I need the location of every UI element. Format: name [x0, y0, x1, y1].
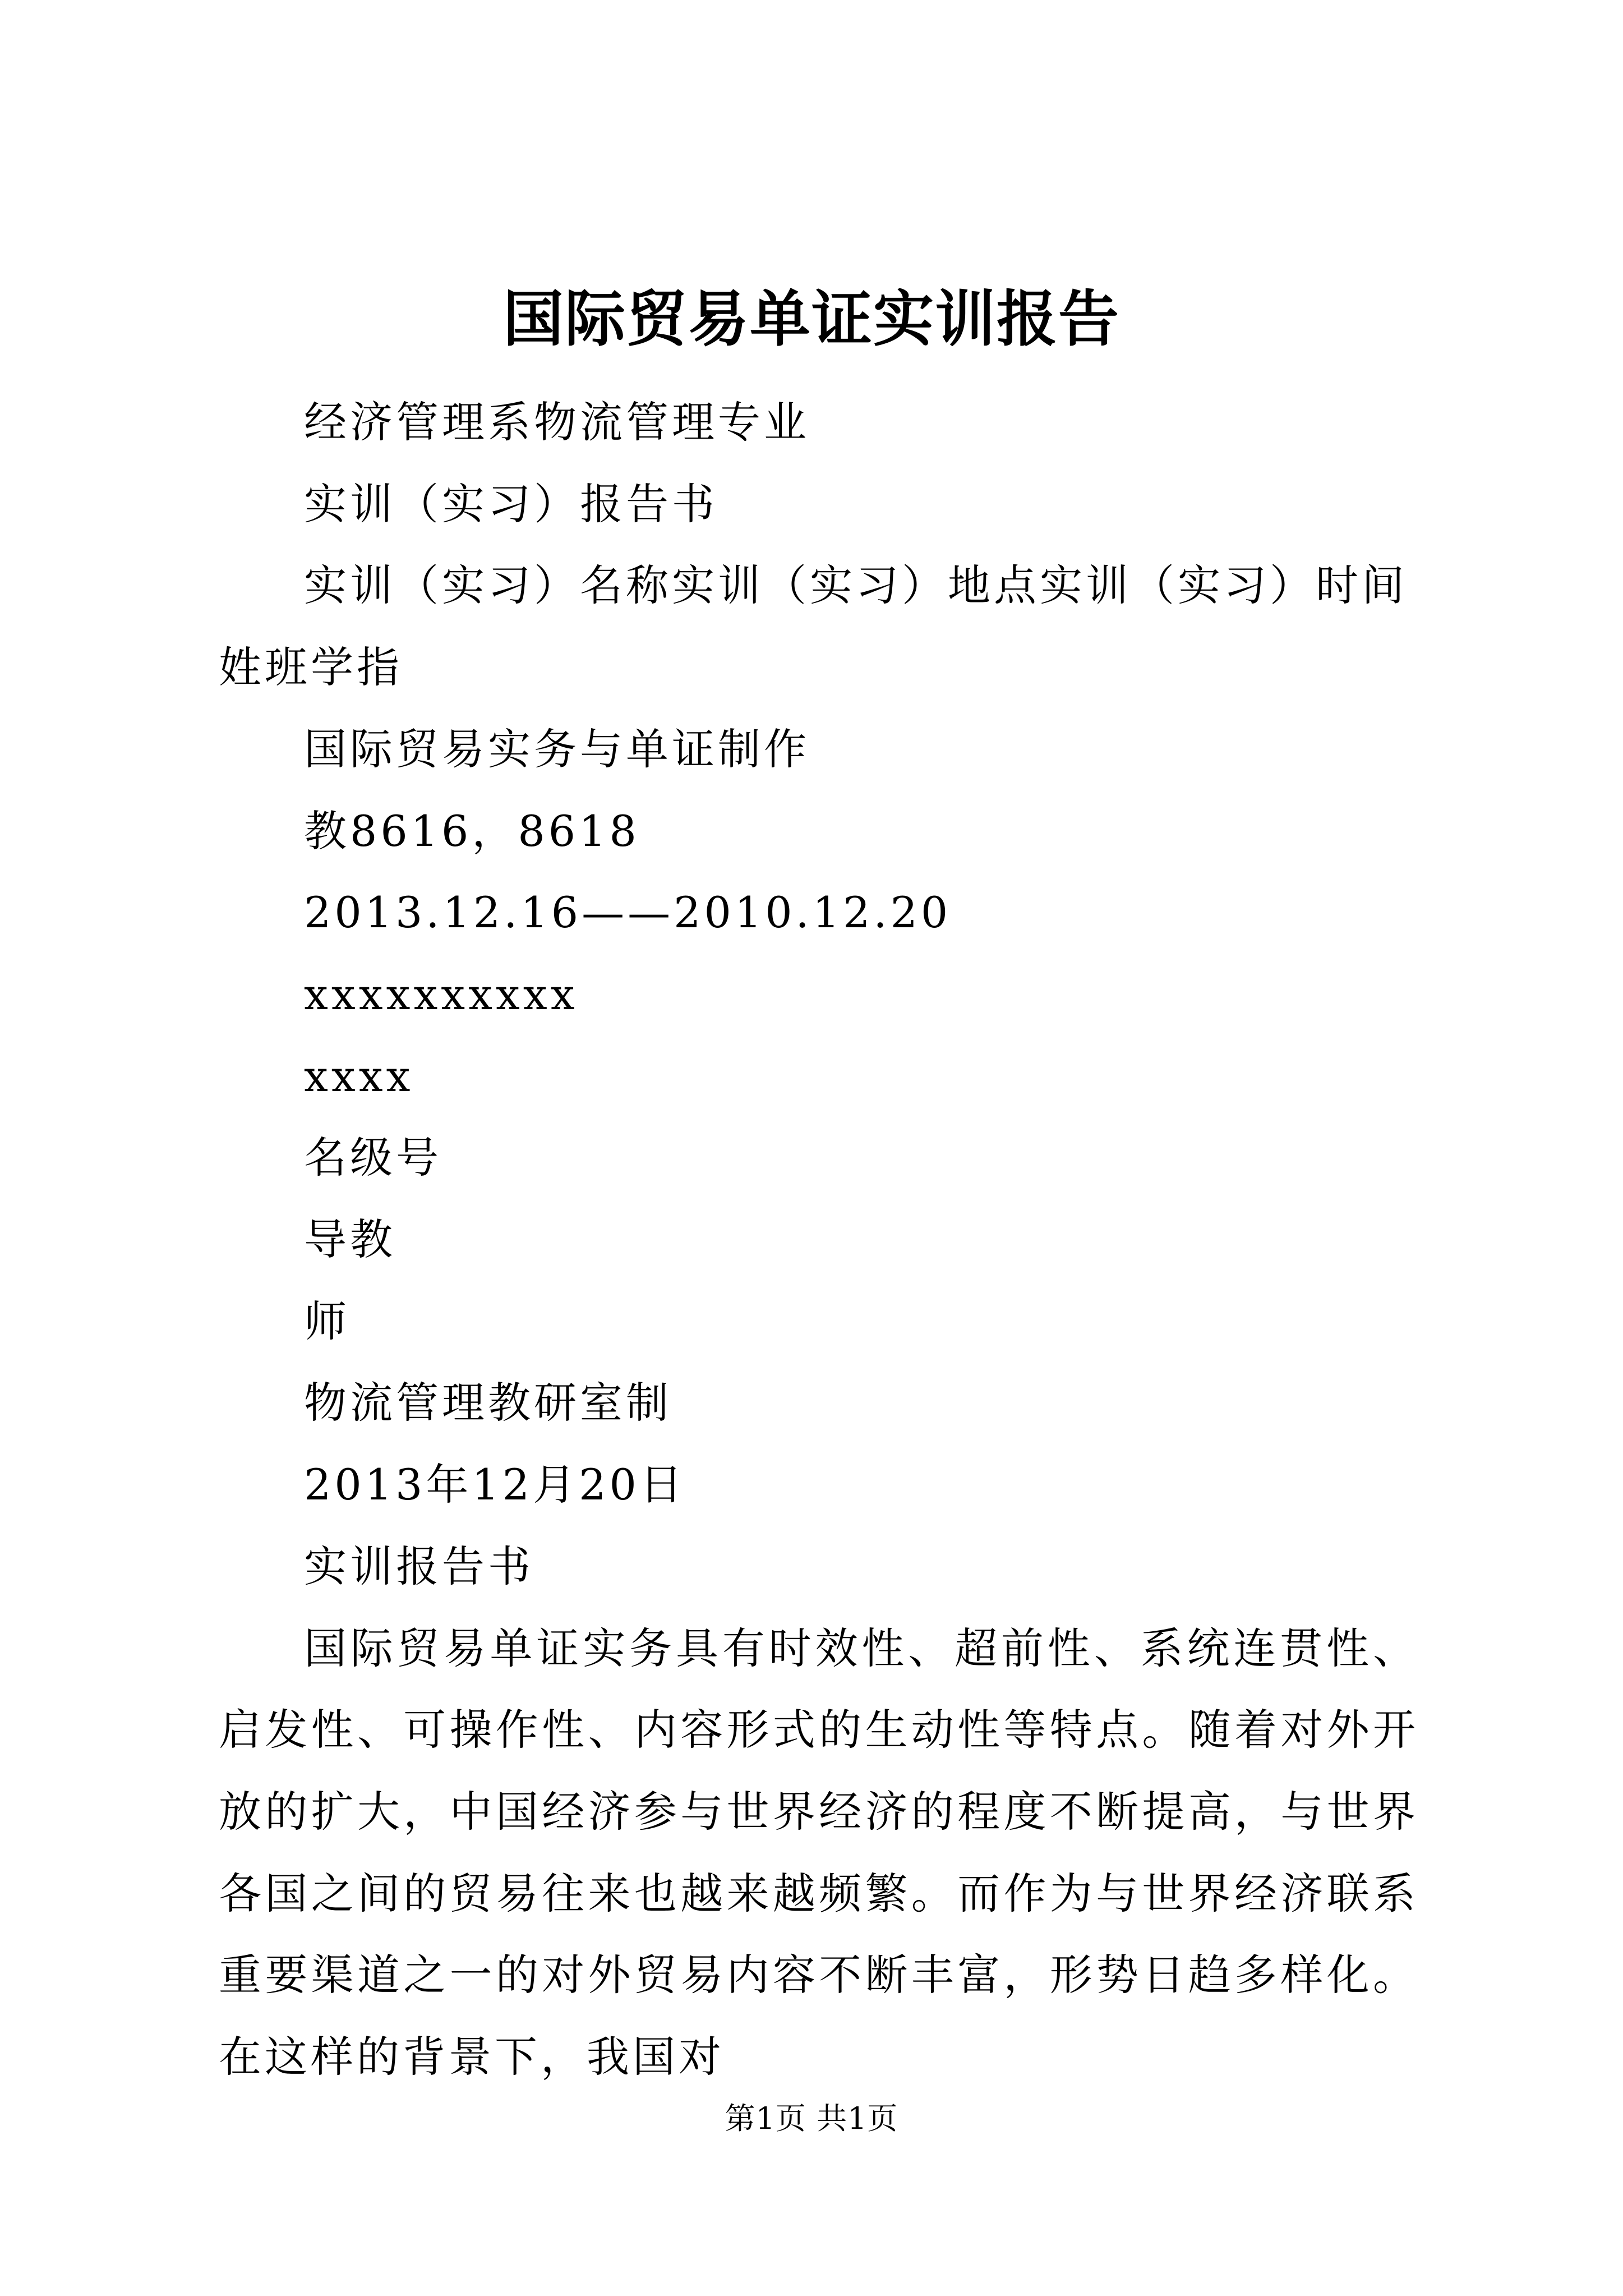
document-title: 国际贸易单证实训报告	[502, 284, 1120, 355]
text-line: 物流管理教研室制	[304, 1378, 672, 1428]
text-line: 实训（实习）名称实训（实习）地点实训（实习）时间姓班学指	[219, 560, 1408, 693]
text-line: xxxx	[304, 1051, 414, 1101]
text-line: 名级号	[304, 1133, 442, 1183]
text-line: 教8616，8618	[304, 806, 640, 856]
text-line: xxxxxxxxxx	[304, 969, 578, 1019]
text-line: 导教	[304, 1214, 396, 1265]
text-line: 2013年12月20日	[304, 1460, 686, 1510]
text-line: 实训（实习）报告书	[304, 478, 718, 529]
text-line: 2013.12.16——2010.12.20	[304, 887, 952, 938]
body-paragraph: 国际贸易单证实务具有时效性、超前性、系统连贯性、启发性、可操作性、内容形式的生动性等特点。随着对外开放的扩大，中国经济参与世界经济的程度不断提高，与世界各国之间的贸易往来也越来越频繁。而作为与世界经济联系重要渠道之一的对外贸易内容不断丰富，形势日趋多样化。在这样的背景下，我国对	[219, 1623, 1419, 2082]
page-footer: 第1页 共1页	[725, 2101, 898, 2136]
text-line: 师	[304, 1296, 350, 1346]
text-line: 国际贸易实务与单证制作	[304, 724, 810, 774]
document-body	[219, 381, 1419, 2098]
text-line: 经济管理系物流管理专业	[304, 397, 810, 447]
text-line: 实训报告书	[304, 1541, 534, 1591]
